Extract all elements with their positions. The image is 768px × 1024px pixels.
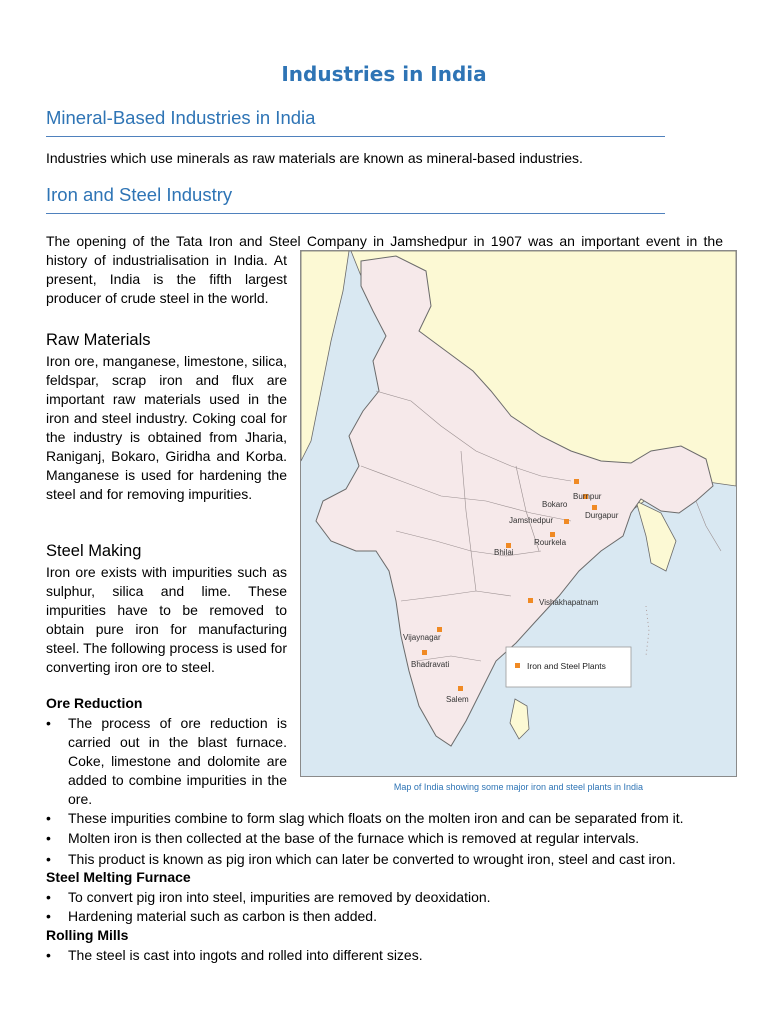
section-heading-mineral: Mineral-Based Industries in India — [46, 107, 665, 137]
marker-vijaynagar — [437, 627, 442, 632]
subheading-raw-materials: Raw Materials — [46, 331, 151, 349]
steel-making-text: Iron ore exists with impurities such as sulphur, silica and lime. These impurities have to be removed to obtain pure iron for manufacturing steel. The following process is used for converting iron ore to steel. — [46, 564, 287, 675]
list-item — [46, 809, 748, 828]
list-item — [46, 850, 748, 869]
subheading-ore-reduction: Ore Reduction — [46, 695, 143, 711]
iron-steel-intro-line1: The opening of the Tata Iron and Steel Company in Jamshedpur in 1907 was an important event in the — [46, 233, 723, 249]
city-label-bhadravati: Bhadravati — [411, 660, 450, 669]
city-label-jamshedpur: Jamshedpur — [509, 516, 554, 525]
list-item — [46, 907, 748, 926]
list-item — [46, 829, 748, 848]
list-item — [46, 714, 287, 809]
city-label-bhilai: Bhilai — [494, 548, 514, 557]
india-steel-plants-map — [300, 250, 737, 777]
list-item — [46, 888, 748, 907]
city-label-durgapur: Durgapur — [585, 511, 619, 520]
legend-label: Iron and Steel Plants — [527, 661, 606, 671]
city-label-salem: Salem — [446, 695, 469, 704]
legend-marker-icon — [515, 663, 520, 668]
page-title: Industries in India — [281, 62, 487, 86]
map-legend — [506, 647, 631, 687]
list-item-text: This product is known as pig iron which can later be converted to wrought iron, steel and cast iron. — [68, 851, 676, 867]
marker-vishakhapatnam — [528, 598, 533, 603]
marker-durgapur — [592, 505, 597, 510]
list-item-text: To convert pig iron into steel, impurities are removed by deoxidation. — [68, 889, 491, 905]
map-svg — [301, 251, 736, 776]
bullet-icon: • — [46, 947, 51, 963]
raw-materials-text: Iron ore, manganese, limestone, silica, feldspar, scrap iron and flux are important raw materials used in the iron and steel industry. Coking coal for the industry is obtained from Jharia, Raniganj, Bokaro, Giridha and Korba. Manganese is used for hardening the steel and for removing impurities. — [46, 353, 287, 502]
subheading-steel-melting: Steel Melting Furnace — [46, 869, 191, 885]
list-item-text: These impurities combine to form slag which floats on the molten iron and can be separated from it. — [68, 810, 684, 826]
bullet-icon: • — [46, 715, 51, 731]
list-item — [46, 946, 748, 965]
city-label-burnpur: Burnpur — [573, 492, 602, 501]
city-label-vijaynagar: Vijaynagar — [403, 633, 441, 642]
city-label-vishakhapatnam: Vishakhapatnam — [539, 598, 599, 607]
city-label-rourkela: Rourkela — [534, 538, 567, 547]
mineral-intro-text: Industries which use minerals as raw materials are known as mineral-based industries. — [46, 150, 583, 166]
list-item-text: Hardening material such as carbon is then added. — [68, 908, 377, 924]
subheading-rolling-mills: Rolling Mills — [46, 927, 129, 943]
list-item-text: The process of ore reduction is carried out in the blast furnace. Coke, limestone and dolomite are added to combine impurities in the ore. — [68, 715, 287, 807]
map-caption: Map of India showing some major iron and steel plants in India — [393, 782, 644, 792]
marker-rourkela — [550, 532, 555, 537]
section-heading-iron-steel: Iron and Steel Industry — [46, 184, 665, 214]
bullet-icon: • — [46, 889, 51, 905]
list-item-text: The steel is cast into ingots and rolled into different sizes. — [68, 947, 423, 963]
marker-jamshedpur — [564, 519, 569, 524]
bullet-icon: • — [46, 830, 51, 846]
subheading-steel-making: Steel Making — [46, 542, 142, 560]
bullet-icon: • — [46, 851, 51, 867]
iron-steel-intro-continued: history of industrialisation in India. At present, India is the fifth largest producer of crude steel in the world. — [46, 252, 287, 306]
bullet-icon: • — [46, 810, 51, 826]
marker-bhadravati — [422, 650, 427, 655]
marker-salem — [458, 686, 463, 691]
city-label-bokaro: Bokaro — [542, 500, 568, 509]
bullet-icon: • — [46, 908, 51, 924]
marker-bokaro — [574, 479, 579, 484]
list-item-text: Molten iron is then collected at the base of the furnace which is removed at regular intervals. — [68, 830, 640, 846]
